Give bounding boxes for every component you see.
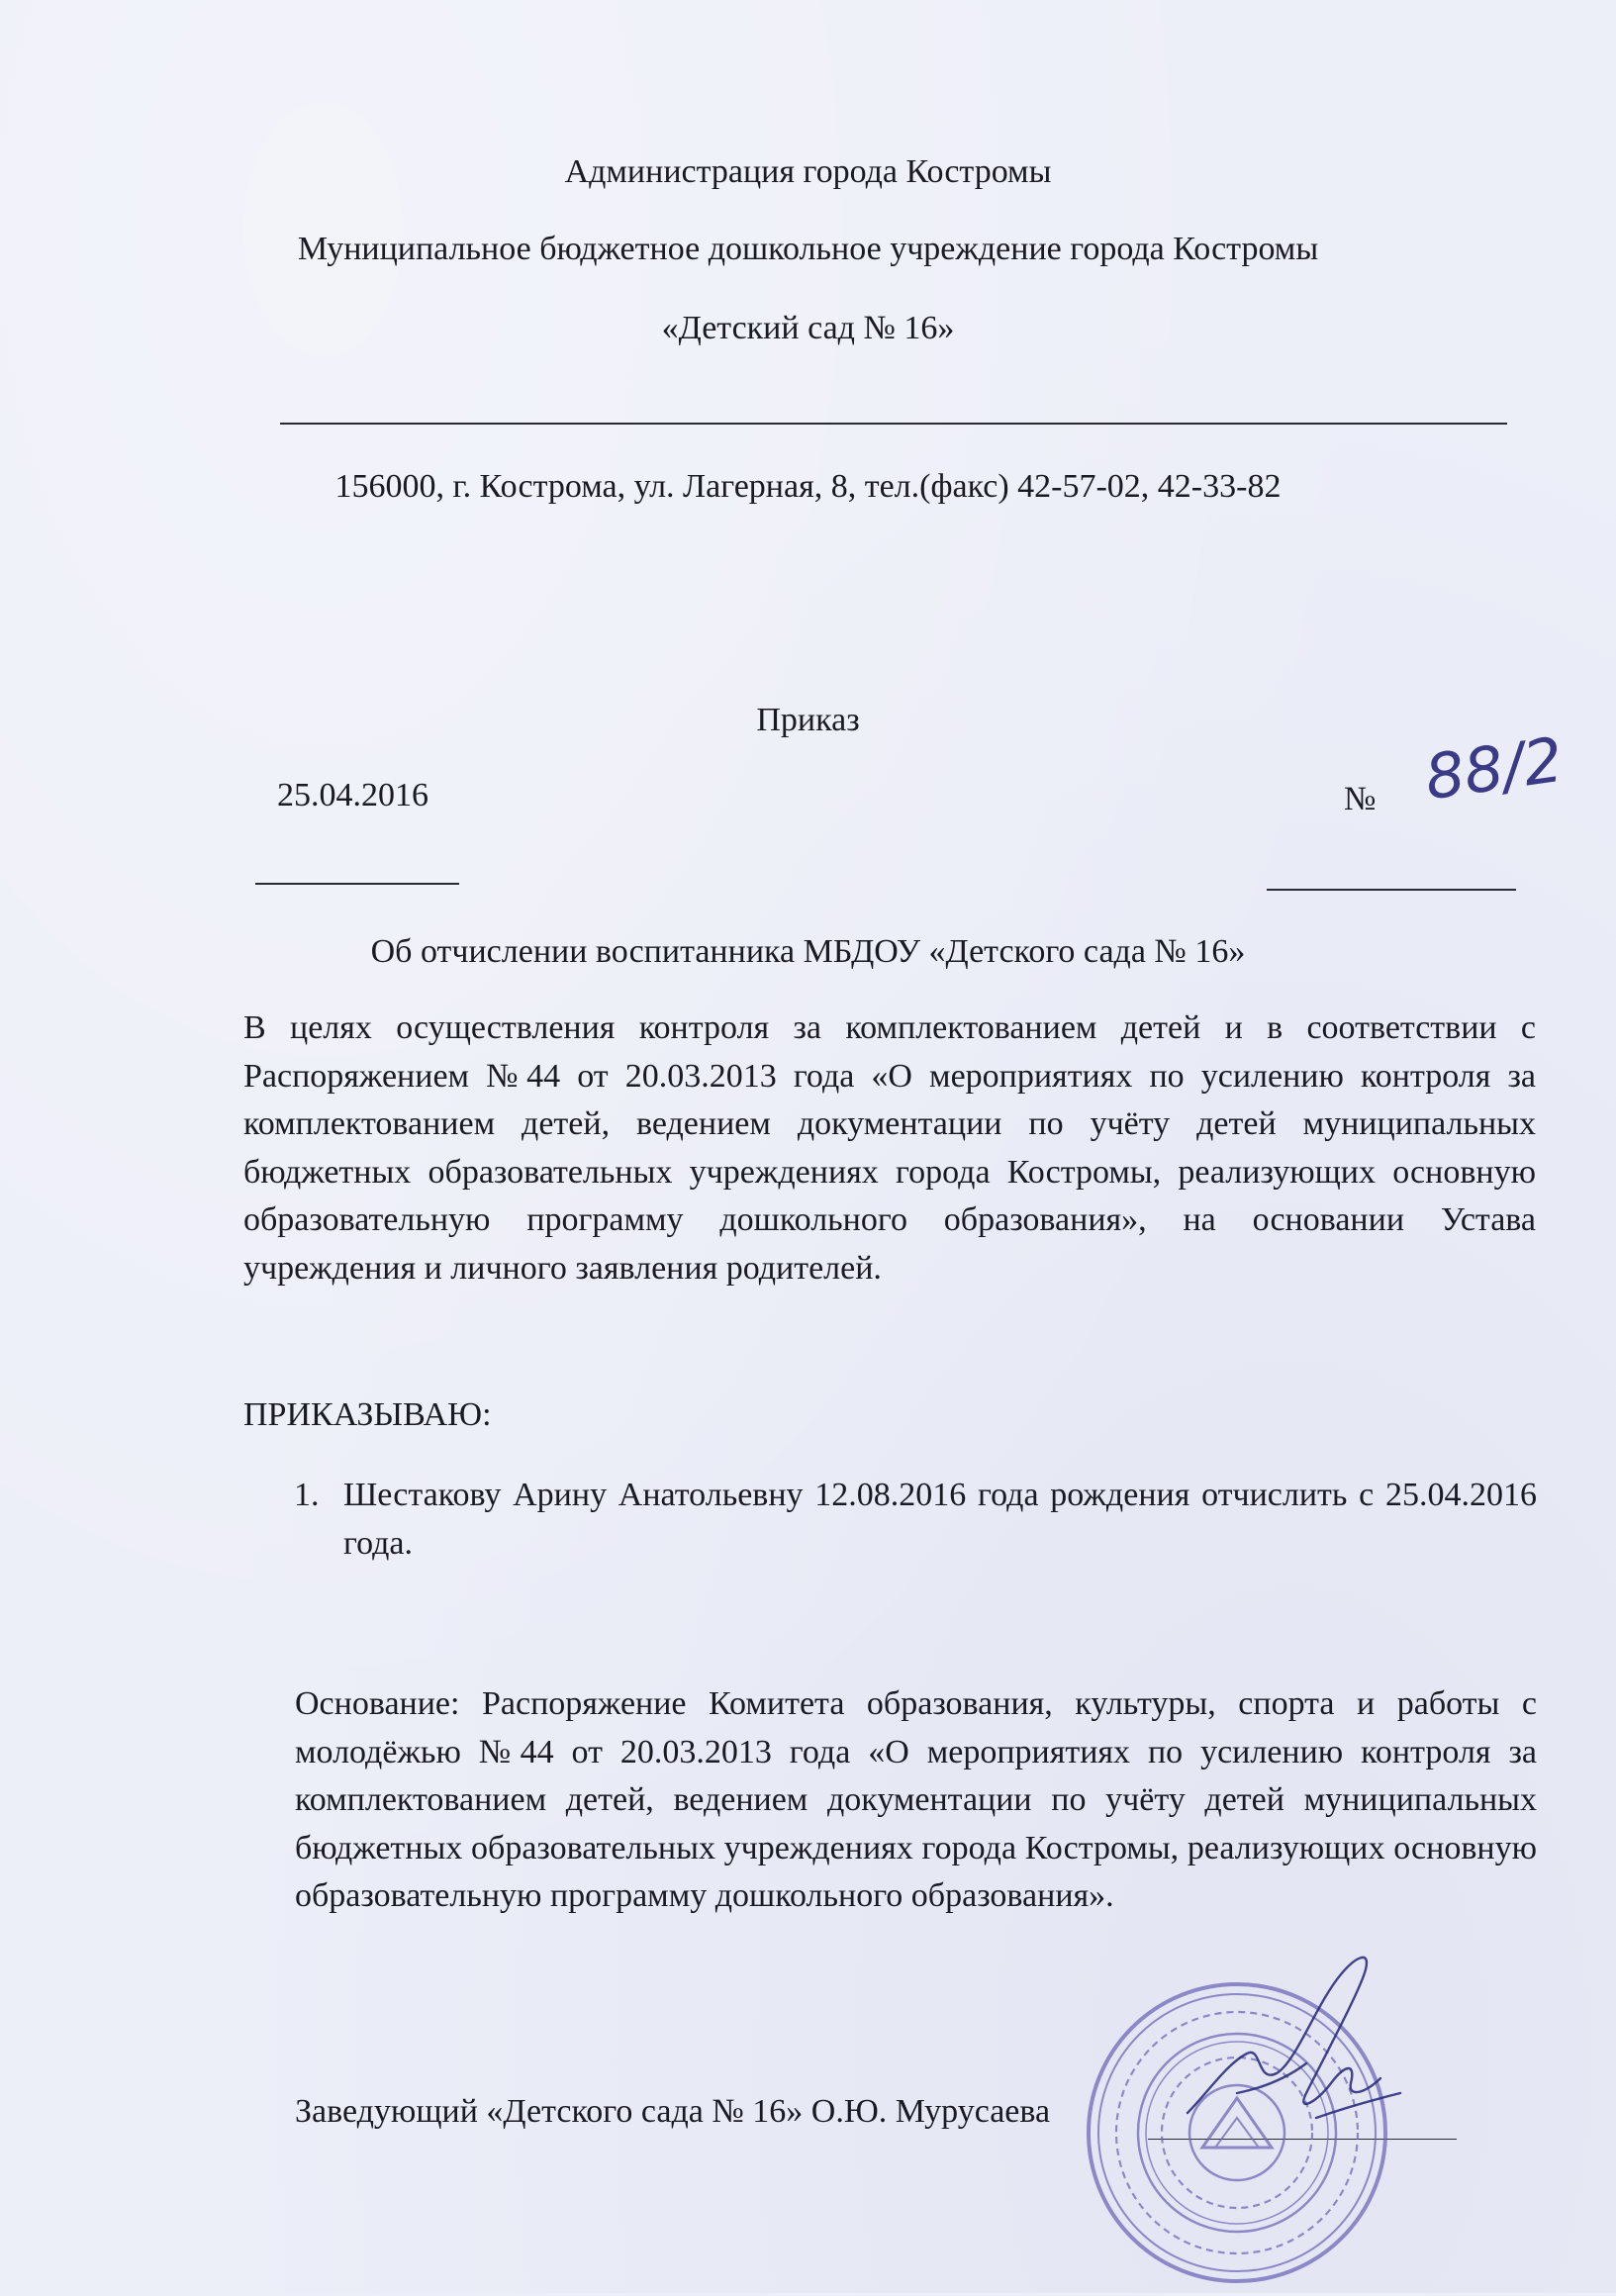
order-title: Приказ xyxy=(756,702,860,738)
order-number-label: № xyxy=(1344,781,1377,817)
header-institution: Муниципальное бюджетное дошкольное учреждение города Костромы xyxy=(297,231,1319,267)
header-kindergarten: «Детский сад № 16» xyxy=(661,310,955,346)
list-item-text: Шестакову Арину Анатольевну 12.08.2016 года рождения отчислить с 25.04.2016 года. xyxy=(343,1477,1537,1562)
order-number-handwritten: 88/2 xyxy=(1420,722,1568,814)
order-subject: Об отчислении воспитанника МБДОУ «Детского сада № 16» xyxy=(370,933,1246,970)
order-date: 25.04.2016 xyxy=(277,777,428,813)
signature-line: Заведующий «Детского сада № 16» О.Ю. Мурусаева xyxy=(295,2093,1051,2130)
header-address: 156000, г. Кострома, ул. Лагерная, 8, тел.(факс) 42-57-02, 42-33-82 xyxy=(334,468,1282,505)
directive: ПРИКАЗЫВАЮ: xyxy=(243,1396,492,1433)
header-divider xyxy=(280,423,1507,425)
handwritten-signature xyxy=(1168,1945,1425,2143)
date-underline xyxy=(255,883,459,885)
intro-paragraph: В целях осуществления контроля за комплектованием детей и в соответствии с Распоряжением №44 от 20.03.2013 года «О мероприятиях по усилению контроля за комплектованием детей, ведением документации по учёту детей муниципальных бюджетных образовательных учреждениях города Костромы, реализующих основную образовательную программу дошкольного образования», на основании Устава учреждения и личного заявления родителей. xyxy=(243,1009,1536,1287)
number-underline xyxy=(1267,889,1516,891)
basis-paragraph: Основание: Распоряжение Комитета образования, культуры, спорта и работы с молодёжью №44 от 20.03.2013 года «О мероприятиях по усилению контроля за комплектованием детей, ведением документации по учёту детей муниципальных бюджетных образовательных учреждениях города Костромы, реализующих основную образовательную программу дошкольного образования». xyxy=(295,1685,1537,1914)
list-item-number: 1. xyxy=(294,1477,320,1513)
header-admin: Администрация города Костромы xyxy=(564,153,1052,190)
